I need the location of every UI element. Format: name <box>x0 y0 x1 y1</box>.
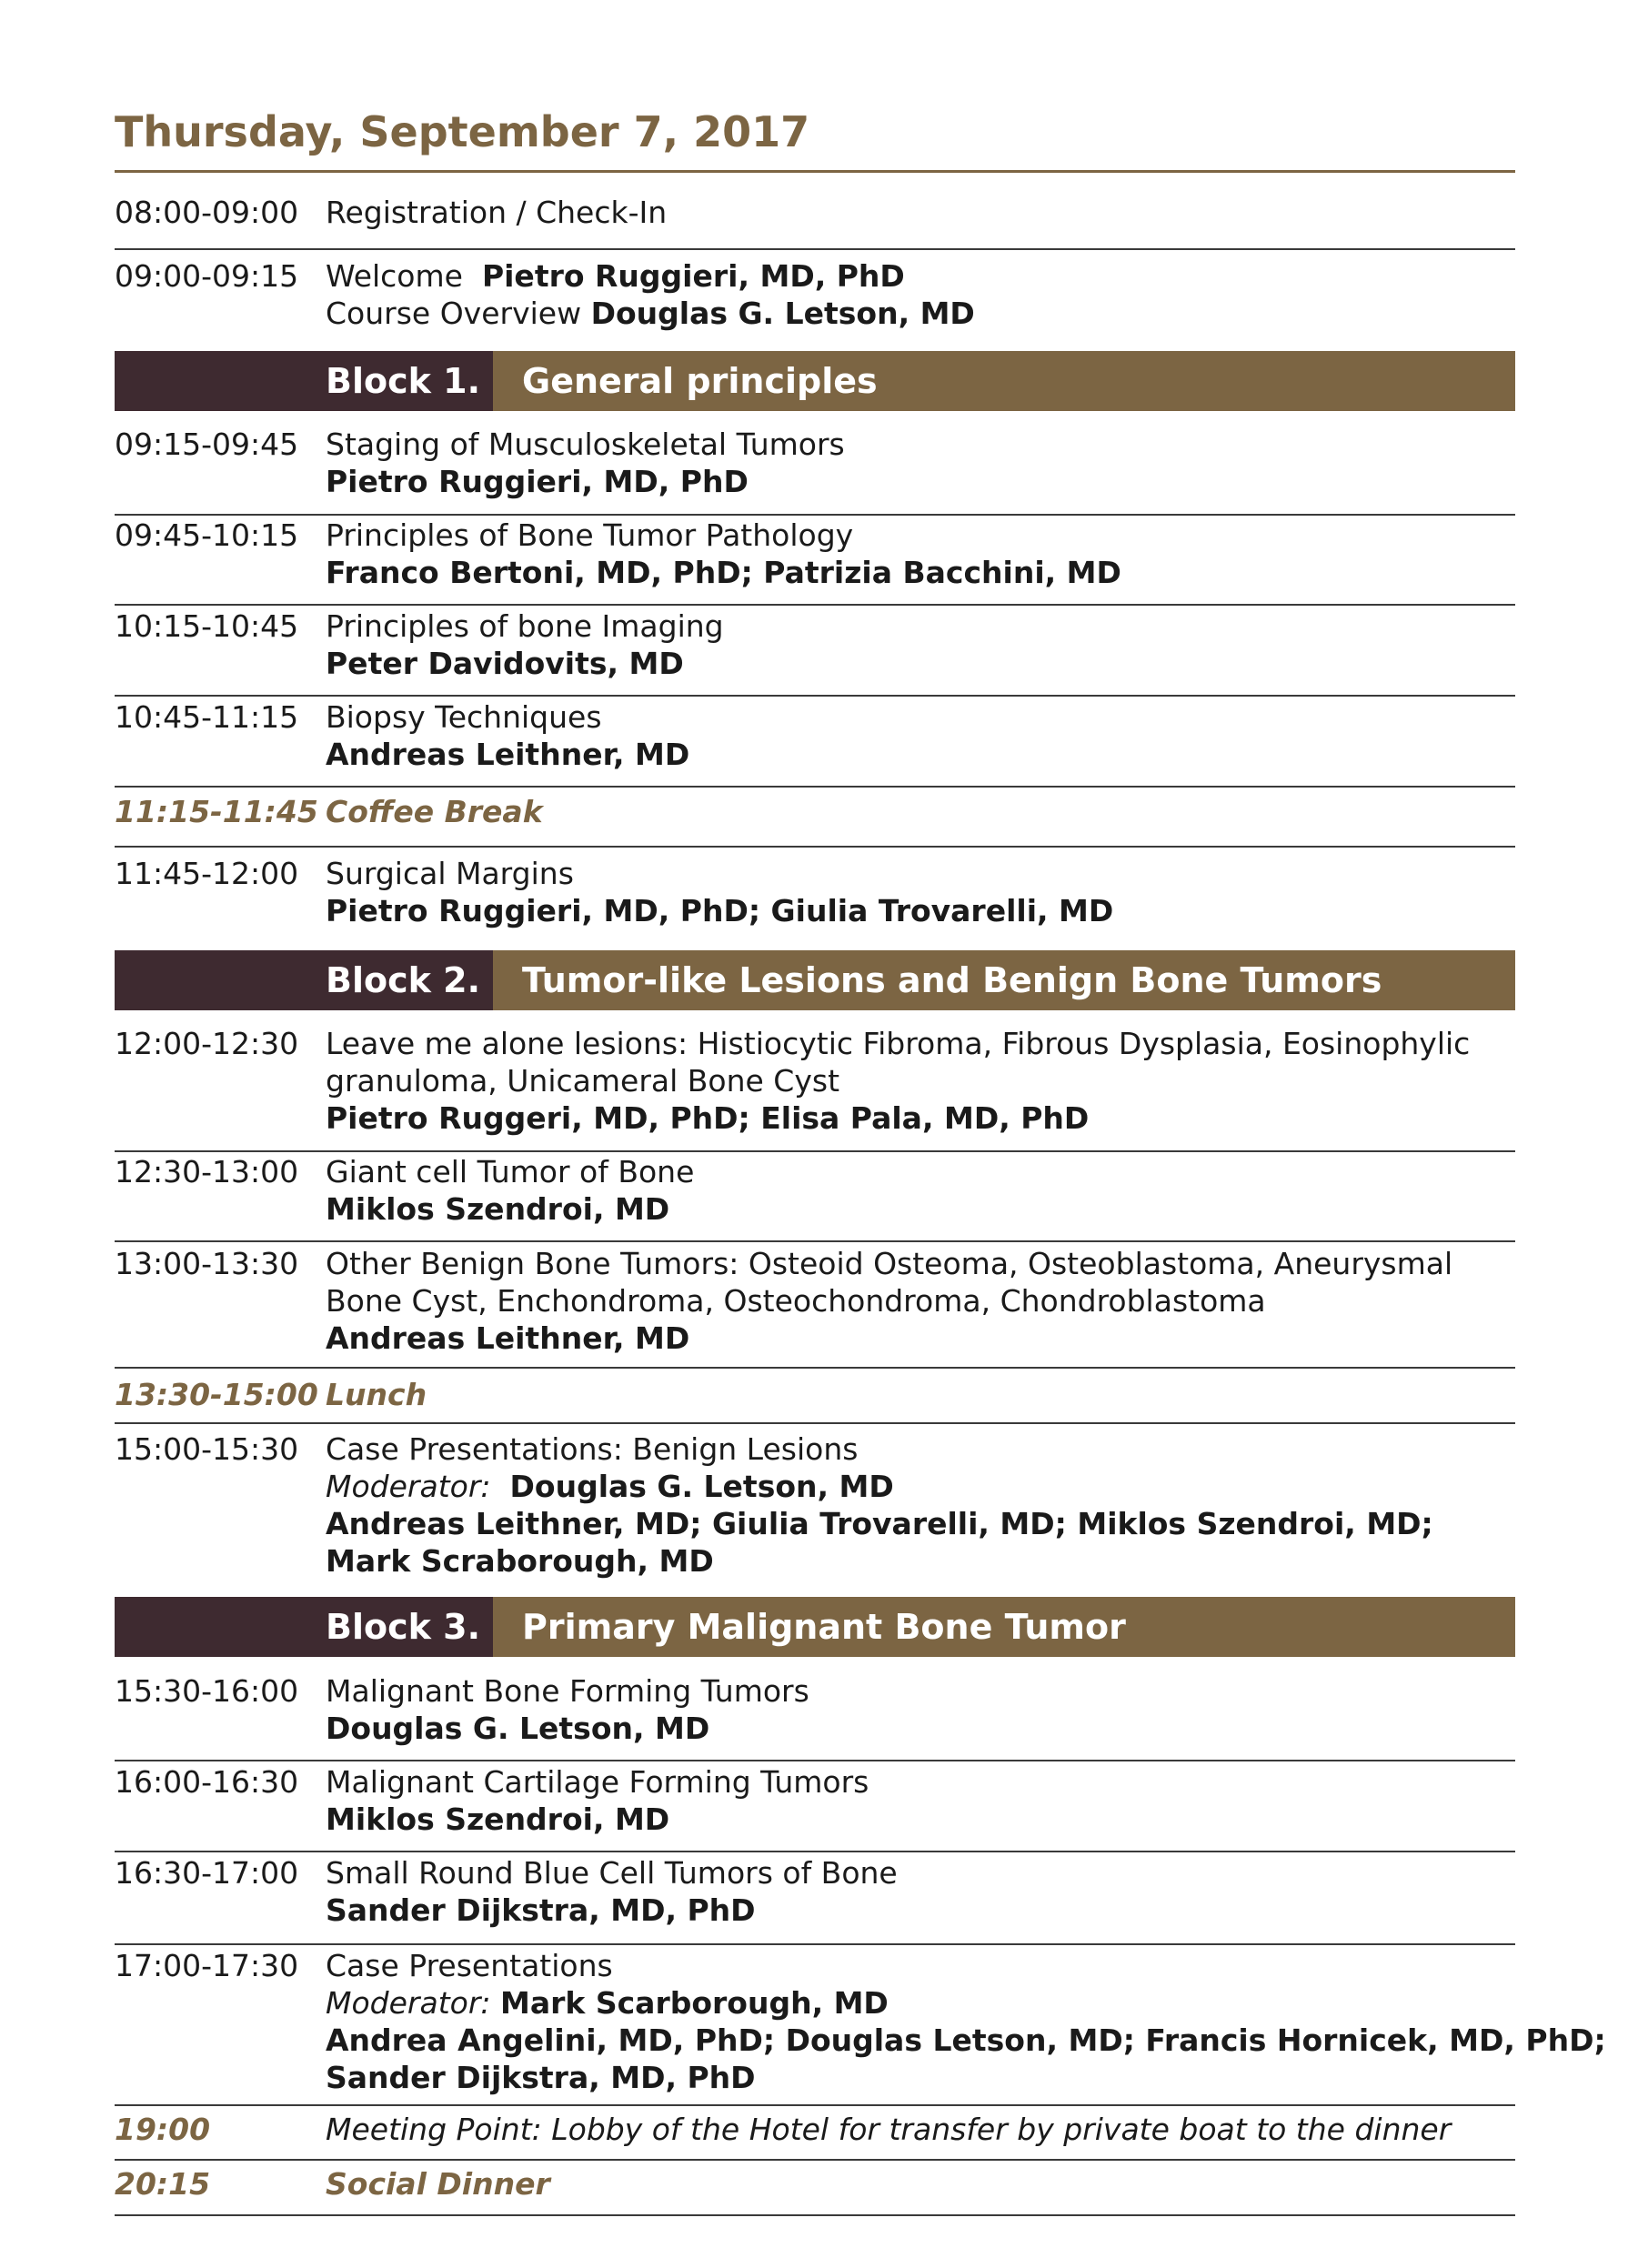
moderator-name: Douglas G. Letson, MD <box>509 1469 894 1504</box>
session-time: 09:00-09:15 <box>115 258 299 294</box>
block-header-2 <box>115 950 1515 1010</box>
session-speaker: Douglas G. Letson, MD <box>590 296 975 331</box>
block-header-1 <box>115 351 1515 411</box>
session-topic: Staging of Musculoskeletal Tumors <box>326 427 845 462</box>
session-time: 13:30-15:00 <box>115 1377 318 1412</box>
block-number: Block 2. <box>326 960 480 1000</box>
session-time: 15:00-15:30 <box>115 1431 299 1467</box>
session-time: 10:15-10:45 <box>115 608 299 644</box>
session-speaker: Andreas Leithner, MD <box>326 1320 690 1356</box>
session-topic: Surgical Margins <box>326 856 574 891</box>
session-speaker: Franco Bertoni, MD, PhD; Patrizia Bacchini, MD <box>326 555 1121 590</box>
moderator-line <box>326 1468 1515 1505</box>
session-time: 16:30-17:00 <box>115 1855 299 1891</box>
block-title: General principles <box>522 361 878 401</box>
session-speaker: Miklos Szendroi, MD <box>326 1191 670 1227</box>
schedule-row-note <box>115 2111 1515 2161</box>
session-time: 08:00-09:00 <box>115 195 299 230</box>
session-content <box>326 698 1515 773</box>
schedule-row <box>115 698 1515 788</box>
overview-line <box>326 295 1515 332</box>
schedule-row <box>115 1672 1515 1761</box>
session-content <box>326 2165 1515 2203</box>
panel-speakers: Andrea Angelini, MD, PhD; Douglas Letson, MD; Francis Hornicek, MD, PhD; <box>326 2022 1606 2058</box>
schedule-row <box>115 257 1515 339</box>
session-speaker: Douglas G. Letson, MD <box>326 1711 710 1746</box>
session-time: 11:45-12:00 <box>115 856 299 891</box>
schedule-row <box>115 607 1515 697</box>
session-time: 12:30-13:00 <box>115 1154 299 1189</box>
schedule-row <box>115 1245 1515 1369</box>
session-topic: Leave me alone lesions: Histiocytic Fibroma, Fibrous Dysplasia, Eosinophylic granuloma, Unicameral Bone Cyst <box>326 1026 1471 1099</box>
schedule-row <box>115 1854 1515 1945</box>
session-topic: Lunch <box>326 1377 427 1412</box>
session-speaker: Pietro Ruggieri, MD, PhD <box>326 464 749 499</box>
schedule-row <box>115 1763 1515 1852</box>
session-content <box>326 793 1515 830</box>
session-topic: Welcome <box>326 258 463 294</box>
session-topic: Other Benign Bone Tumors: Osteoid Osteoma, Osteoblastoma, Aneurysmal Bone Cyst, Enchondroma, Osteochondroma, Chondroblastoma <box>326 1246 1453 1319</box>
welcome-line <box>326 257 1515 295</box>
session-content <box>326 855 1515 929</box>
session-time: 12:00-12:30 <box>115 1026 299 1061</box>
session-content <box>326 1763 1515 1838</box>
title-rule <box>115 170 1515 173</box>
panel-speakers: Andreas Leithner, MD; Giulia Trovarelli, MD; Miklos Szendroi, MD; <box>326 1506 1433 1541</box>
session-time: 16:00-16:30 <box>115 1764 299 1800</box>
moderator-line <box>326 1984 1515 2022</box>
session-time: 10:45-11:15 <box>115 699 299 735</box>
session-content <box>326 1854 1515 1929</box>
schedule-row-break <box>115 1376 1515 1424</box>
session-topic: Registration / Check-In <box>326 195 668 230</box>
session-content <box>326 1376 1515 1413</box>
session-time: 17:00-17:30 <box>115 1948 299 1983</box>
session-speaker: Peter Davidovits, MD <box>326 646 684 681</box>
schedule-row <box>115 517 1515 606</box>
session-time: 11:15-11:45 <box>115 794 318 829</box>
block-number: Block 1. <box>326 361 480 401</box>
session-content <box>326 426 1515 500</box>
session-time: 19:00 <box>115 2112 211 2147</box>
schedule-row <box>115 194 1515 250</box>
session-speaker: Pietro Ruggieri, MD, PhD; Giulia Trovarelli, MD <box>326 893 1114 928</box>
session-topic: Principles of Bone Tumor Pathology <box>326 517 854 553</box>
session-topic: Meeting Point: Lobby of the Hotel for transfer by private boat to the dinner <box>326 2112 1452 2147</box>
session-content <box>326 517 1515 591</box>
schedule-row <box>115 855 1515 942</box>
schedule-row <box>115 1430 1515 1591</box>
schedule-row-break <box>115 2165 1515 2216</box>
session-content <box>326 1153 1515 1228</box>
session-speaker: Pietro Ruggieri, MD, PhD <box>481 258 905 294</box>
schedule-row-break <box>115 793 1515 848</box>
session-time: 09:45-10:15 <box>115 517 299 553</box>
schedule-row <box>115 1153 1515 1242</box>
session-speaker: Pietro Ruggeri, MD, PhD; Elisa Pala, MD, PhD <box>326 1100 1090 1136</box>
session-topic: Small Round Blue Cell Tumors of Bone <box>326 1855 898 1891</box>
block-title: Tumor-like Lesions and Benign Bone Tumors <box>522 960 1382 1000</box>
session-content <box>326 194 1515 231</box>
schedule-row <box>115 426 1515 516</box>
session-topic: Giant cell Tumor of Bone <box>326 1154 695 1189</box>
session-topic: Malignant Cartilage Forming Tumors <box>326 1764 869 1800</box>
block-number: Block 3. <box>326 1607 480 1647</box>
session-time: 13:00-13:30 <box>115 1246 299 1281</box>
session-topic: Case Presentations <box>326 1948 613 1983</box>
session-content <box>326 1245 1515 1357</box>
session-content <box>326 2111 1515 2148</box>
session-topic: Case Presentations: Benign Lesions <box>326 1431 859 1467</box>
session-topic: Course Overview <box>326 296 582 331</box>
session-content <box>326 607 1515 682</box>
session-speaker: Miklos Szendroi, MD <box>326 1801 670 1837</box>
block-title: Primary Malignant Bone Tumor <box>522 1607 1126 1647</box>
session-topic: Biopsy Techniques <box>326 699 602 735</box>
session-speaker: Sander Dijkstra, MD, PhD <box>326 1892 756 1928</box>
session-topic: Social Dinner <box>326 2166 550 2202</box>
session-topic: Malignant Bone Forming Tumors <box>326 1673 809 1709</box>
panel-speakers: Sander Dijkstra, MD, PhD <box>326 2060 756 2095</box>
session-content <box>326 1947 1606 2096</box>
moderator-label: Moderator: <box>326 1985 491 2021</box>
page-title: Thursday, September 7, 2017 <box>115 107 810 156</box>
session-content <box>326 1430 1515 1580</box>
schedule-row <box>115 1947 1606 2106</box>
session-time: 15:30-16:00 <box>115 1673 299 1709</box>
schedule-row <box>115 1025 1515 1152</box>
session-topic: Coffee Break <box>326 794 543 829</box>
panel-speakers: Mark Scraborough, MD <box>326 1543 714 1579</box>
session-time: 20:15 <box>115 2166 211 2202</box>
moderator-label: Moderator: <box>326 1469 491 1504</box>
session-content <box>326 1025 1515 1137</box>
session-time: 09:15-09:45 <box>115 427 299 462</box>
session-topic: Principles of bone Imaging <box>326 608 724 644</box>
session-speaker: Andreas Leithner, MD <box>326 737 690 772</box>
moderator-name: Mark Scarborough, MD <box>500 1985 889 2021</box>
session-content <box>326 257 1515 332</box>
block-header-3 <box>115 1597 1515 1657</box>
session-content <box>326 1672 1515 1747</box>
